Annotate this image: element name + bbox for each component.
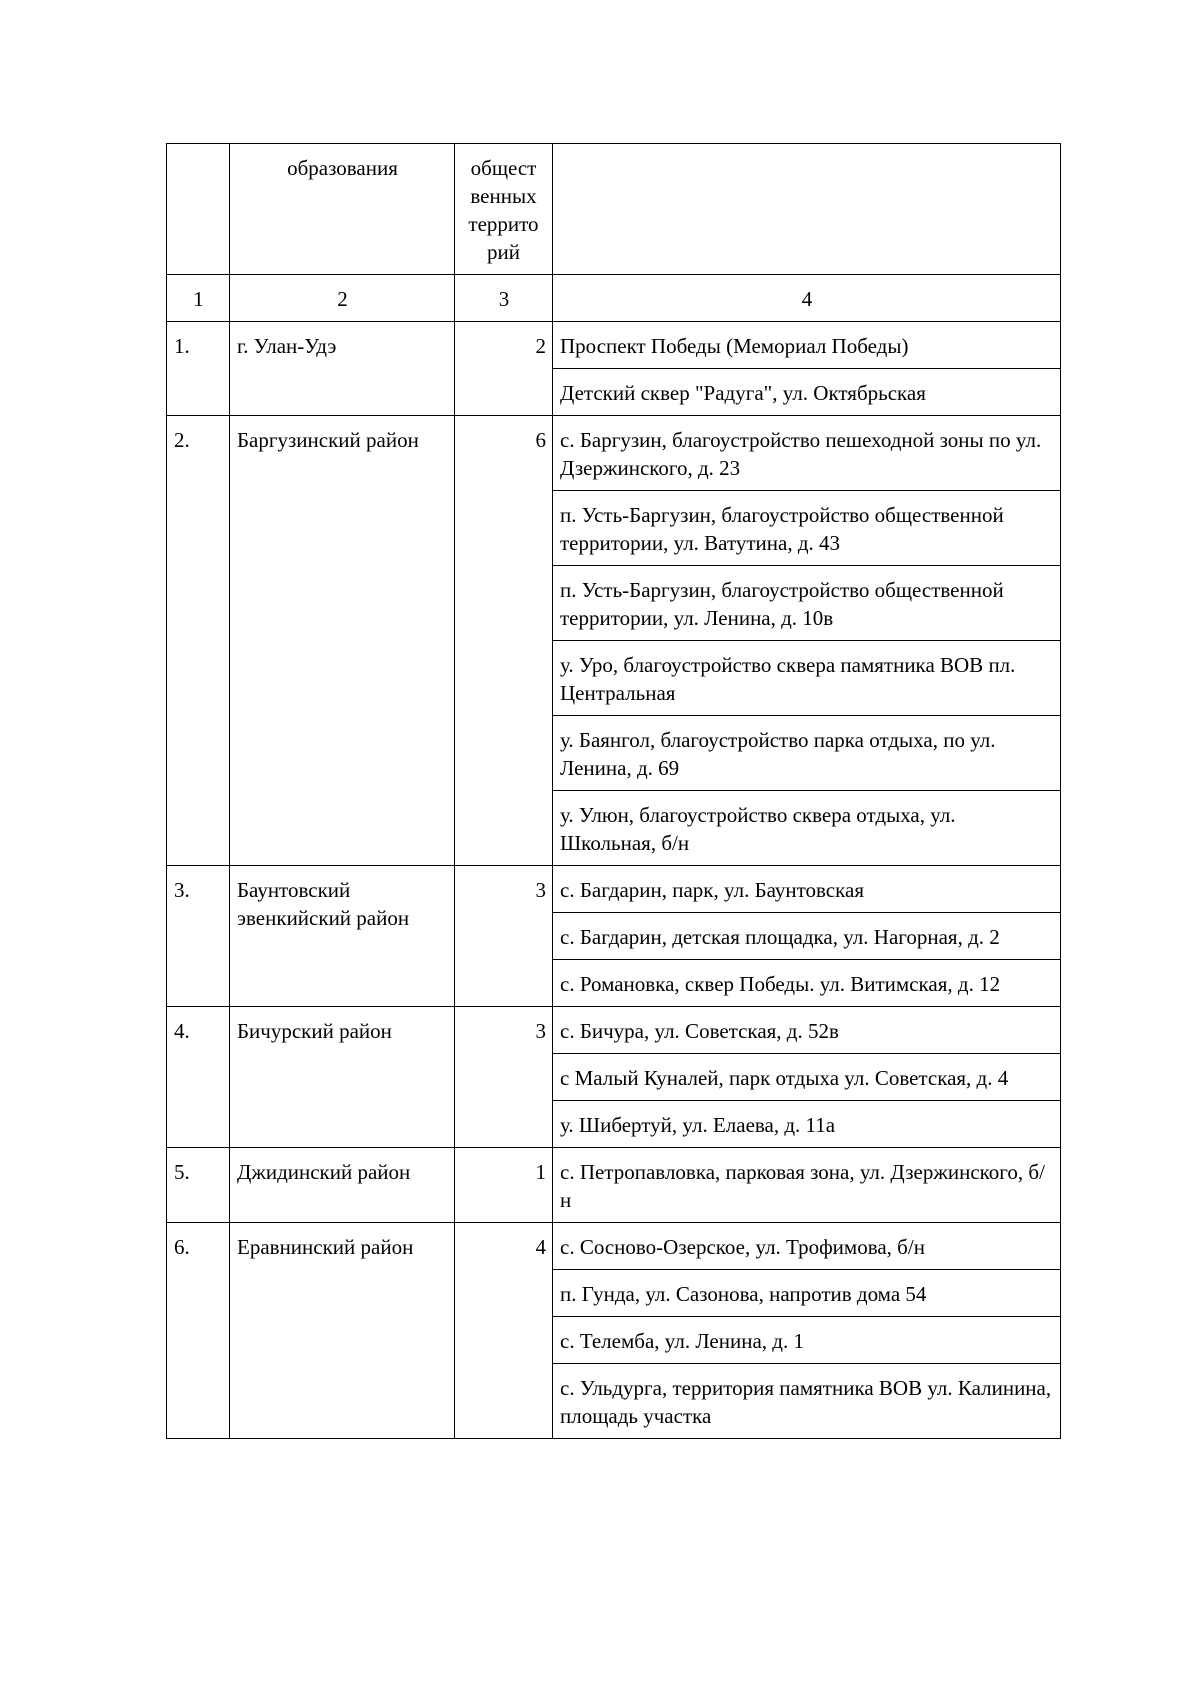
- header-row: [167, 144, 1061, 275]
- table-row: [167, 416, 1061, 491]
- column-number: 3: [455, 275, 553, 322]
- municipality-name: Бичурский район: [230, 1007, 455, 1148]
- municipality-name: Баргузинский район: [230, 416, 455, 866]
- table-row: [167, 1148, 1061, 1223]
- territory-item: у. Улюн, благоустройство сквера отдыха, ул. Школьная, б/н: [553, 791, 1061, 866]
- territory-item: с. Петропавловка, парковая зона, ул. Дзержинского, б/н: [553, 1148, 1061, 1223]
- table-row: [167, 866, 1061, 913]
- header-line: общест: [470, 156, 537, 180]
- territory-item: с. Романовка, сквер Победы. ул. Витимская, д. 12: [553, 960, 1061, 1007]
- municipality-name: г. Улан-Удэ: [230, 322, 455, 416]
- territory-count: 6: [455, 416, 553, 866]
- territory-item: с. Багдарин, парк, ул. Баунтовская: [553, 866, 1061, 913]
- row-number: 3.: [167, 866, 230, 1007]
- territory-item: п. Усть-Баргузин, благоустройство общественной территории, ул. Ватутина, д. 43: [553, 491, 1061, 566]
- territory-item: с. Телемба, ул. Ленина, д. 1: [553, 1317, 1061, 1364]
- row-number: 4.: [167, 1007, 230, 1148]
- territory-item: у. Уро, благоустройство сквера памятника ВОВ пл. Центральная: [553, 641, 1061, 716]
- territory-item: с Малый Куналей, парк отдыха ул. Советская, д. 4: [553, 1054, 1061, 1101]
- table-body: [167, 144, 1061, 1439]
- territory-item: п. Усть-Баргузин, благоустройство общественной территории, ул. Ленина, д. 10в: [553, 566, 1061, 641]
- row-number: 1.: [167, 322, 230, 416]
- territory-item: с. Сосново-Озерское, ул. Трофимова, б/н: [553, 1223, 1061, 1270]
- territory-count: 3: [455, 1007, 553, 1148]
- header-line: террито: [468, 212, 539, 236]
- territory-item: с. Багдарин, детская площадка, ул. Нагорная, д. 2: [553, 913, 1061, 960]
- municipality-name: Баунтовский эвенкийский район: [230, 866, 455, 1007]
- municipality-name: Еравнинский район: [230, 1223, 455, 1439]
- territory-count: 3: [455, 866, 553, 1007]
- territory-item: с. Бичура, ул. Советская, д. 52в: [553, 1007, 1061, 1054]
- territory-item: Детский сквер "Радуга", ул. Октябрьская: [553, 369, 1061, 416]
- municipality-name: Джидинский район: [230, 1148, 455, 1223]
- row-number: 6.: [167, 1223, 230, 1439]
- header-cell-territory-count: [455, 144, 553, 275]
- territory-item: у. Баянгол, благоустройство парка отдыха, по ул. Ленина, д. 69: [553, 716, 1061, 791]
- territory-item: п. Гунда, ул. Сазонова, напротив дома 54: [553, 1270, 1061, 1317]
- table-row: [167, 322, 1061, 369]
- column-number: 4: [553, 275, 1061, 322]
- territory-count: 1: [455, 1148, 553, 1223]
- header-cell-municipality: образования: [230, 144, 455, 275]
- column-numbers-row: [167, 275, 1061, 322]
- column-number: 1: [167, 275, 230, 322]
- row-number: 5.: [167, 1148, 230, 1223]
- territory-count: 2: [455, 322, 553, 416]
- territory-item: Проспект Победы (Мемориал Победы): [553, 322, 1061, 369]
- table-row: [167, 1223, 1061, 1270]
- table-row: [167, 1007, 1061, 1054]
- territory-item: с. Баргузин, благоустройство пешеходной зоны по ул. Дзержинского, д. 23: [553, 416, 1061, 491]
- header-cell-number: [167, 144, 230, 275]
- territories-table: [166, 143, 1061, 1439]
- header-cell-territories: [553, 144, 1061, 275]
- header-line: рий: [487, 240, 520, 264]
- column-number: 2: [230, 275, 455, 322]
- row-number: 2.: [167, 416, 230, 866]
- territory-count: 4: [455, 1223, 553, 1439]
- territory-item: с. Ульдурга, территория памятника ВОВ ул. Калинина, площадь участка: [553, 1364, 1061, 1439]
- territory-item: у. Шибертуй, ул. Елаева, д. 11а: [553, 1101, 1061, 1148]
- header-line: венных: [470, 184, 537, 208]
